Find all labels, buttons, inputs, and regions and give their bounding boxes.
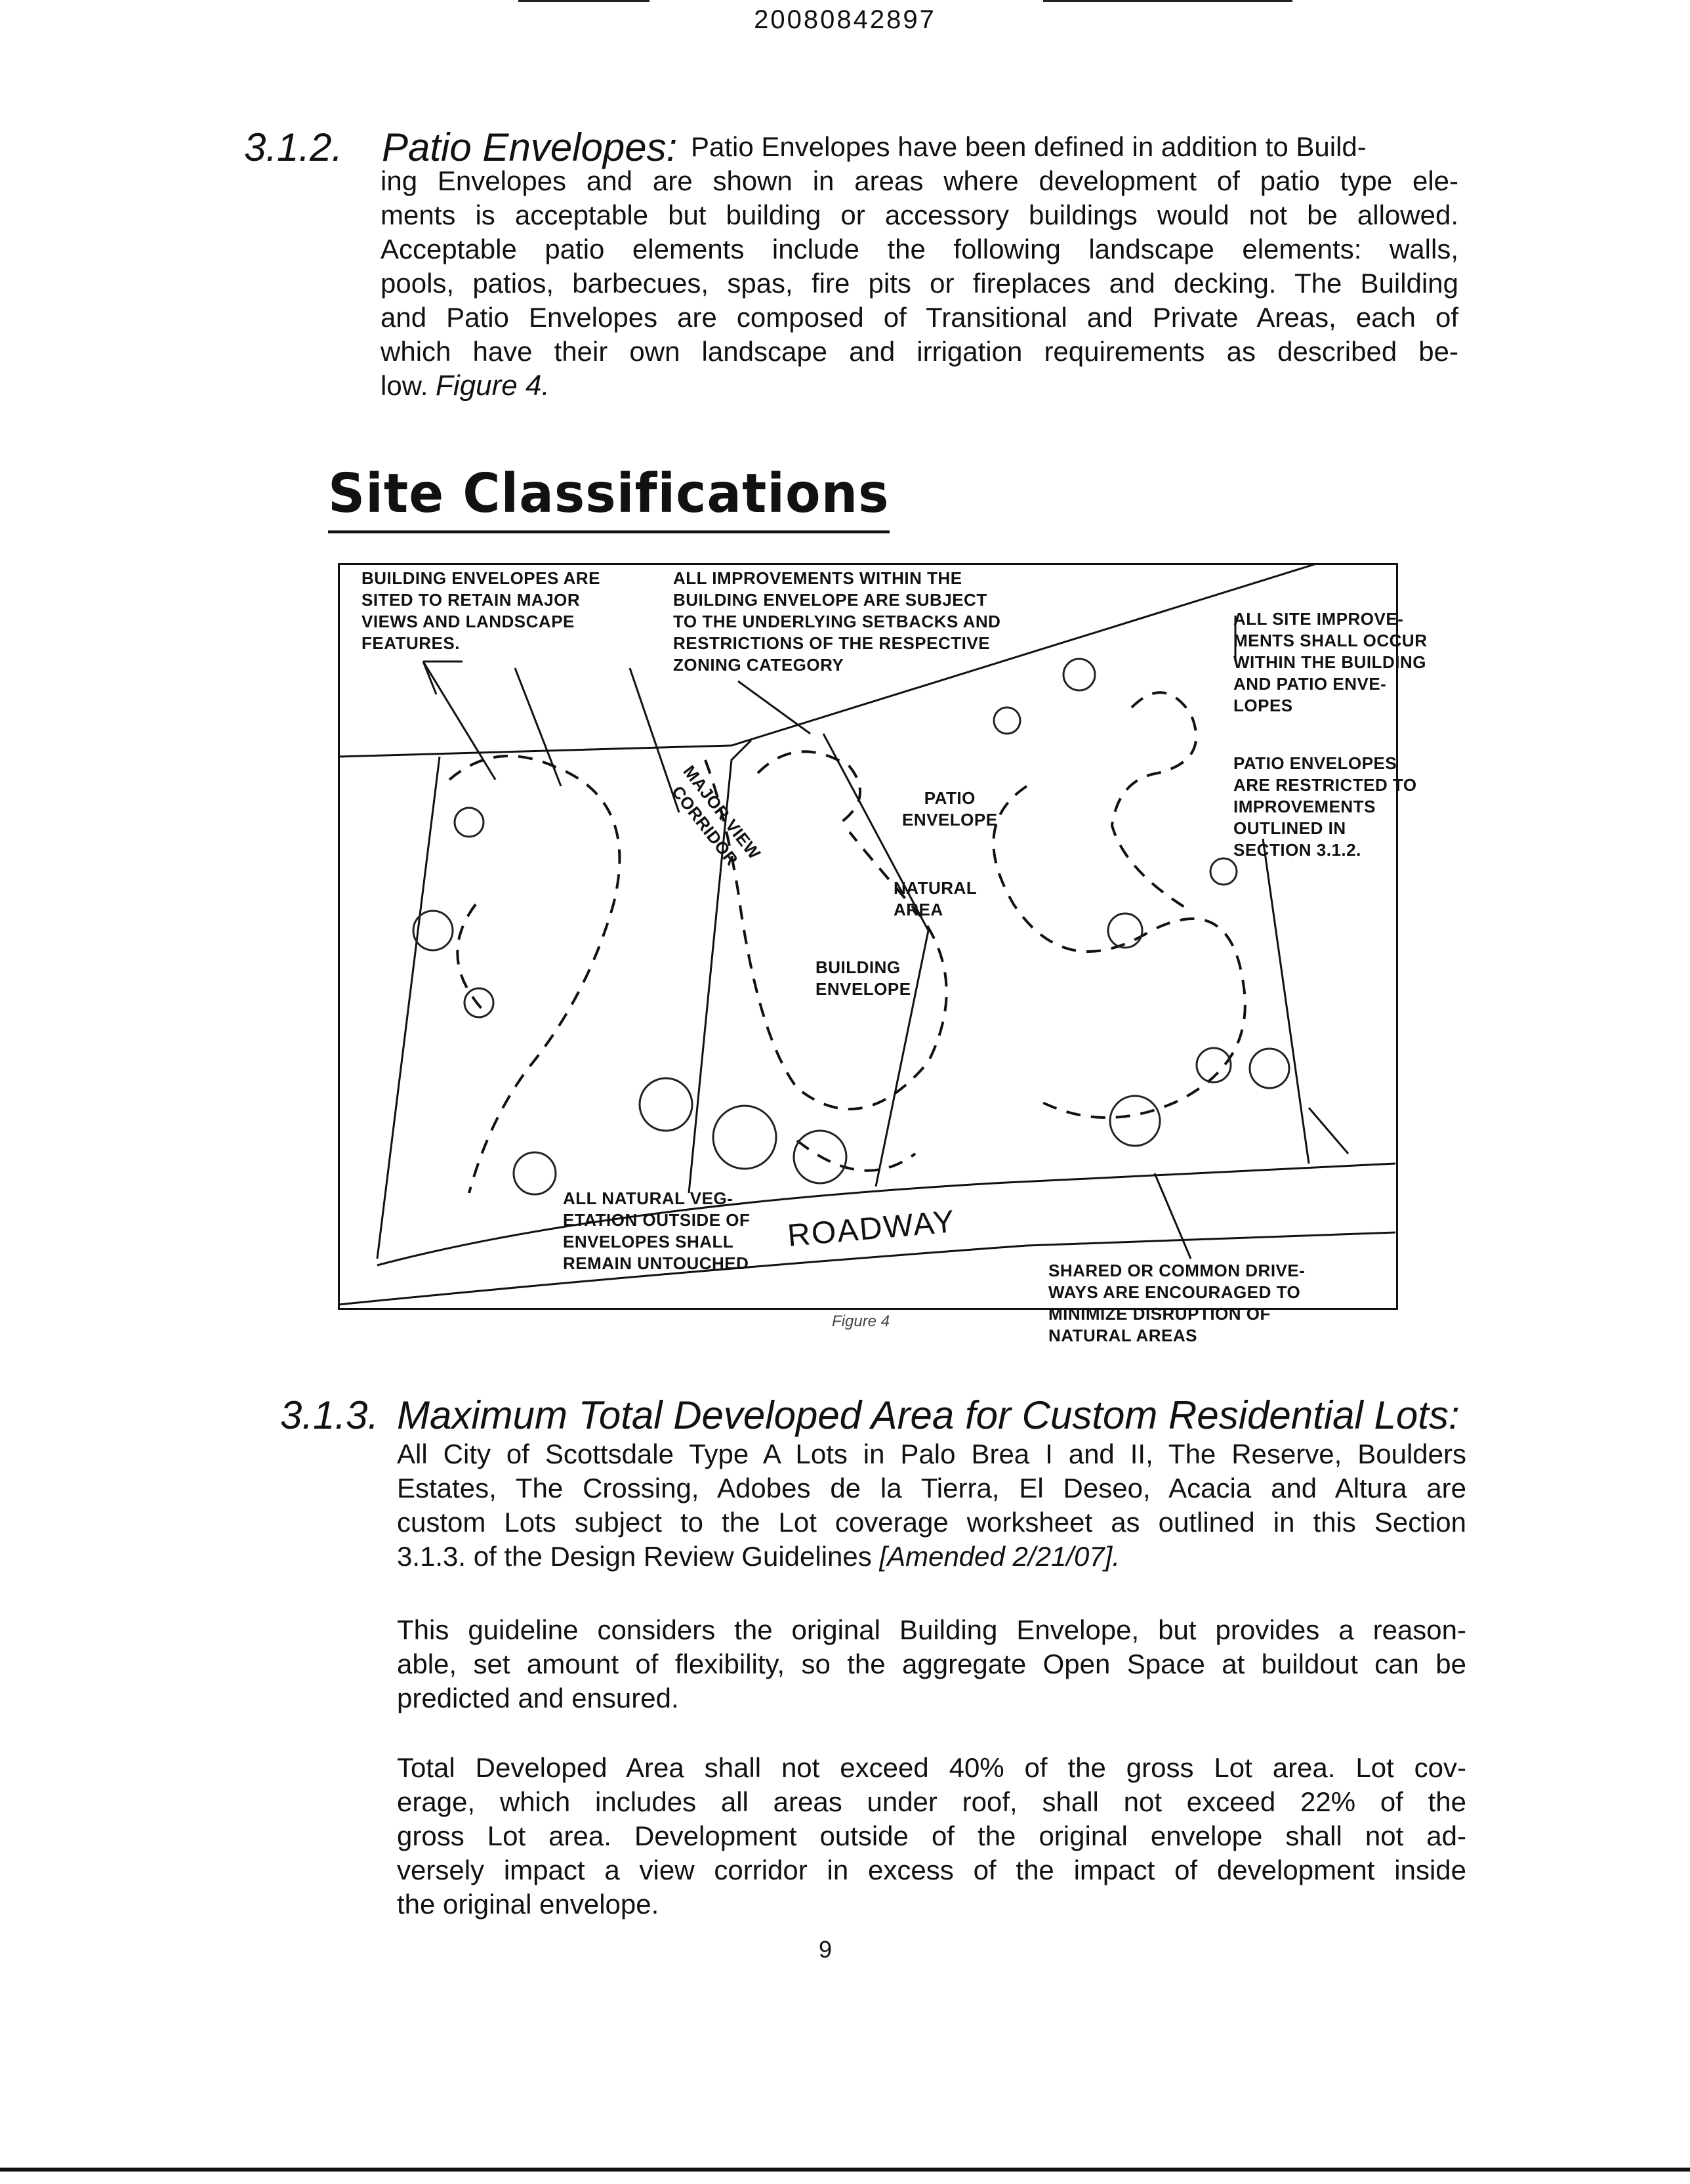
- tree-icon: [1110, 1096, 1160, 1146]
- building-envelope-lot-3: [993, 786, 1245, 1118]
- section-313-p2-last: predicted and ensured.: [397, 1683, 679, 1713]
- figure-4-reference: Figure 4.: [436, 369, 550, 402]
- shrub-icon: [455, 808, 484, 837]
- patio-envelope-lot-2: [758, 751, 860, 826]
- envelope-lot-1: [449, 756, 619, 1193]
- shrub-icon: [514, 1152, 556, 1194]
- section-313-title: Maximum Total Developed Area for Custom Residential Lots:: [397, 1393, 1460, 1437]
- section-313-p2-line-2: able, set amount of flexibility, so the aggregate Open Space at buildout can be: [397, 1648, 1466, 1679]
- section-313-p3-line-2: erage, which includes all areas under roof, shall not exceed 22% of the: [397, 1786, 1466, 1817]
- shrub-icon: [1250, 1049, 1289, 1088]
- shrub-icon: [1063, 659, 1095, 690]
- bottom-border: [0, 2168, 1690, 2172]
- section-313-p3-line-1: Total Developed Area shall not exceed 40% of the gross Lot area. Lot cov-: [397, 1752, 1466, 1783]
- section-313-p3-line-3: gross Lot area. Development outside of the original envelope shall not ad-: [397, 1820, 1466, 1851]
- shrub-icon: [413, 911, 453, 950]
- tree-icon: [640, 1078, 692, 1131]
- section-312-line-1: Patio Envelopes have been defined in addition to Build-: [691, 131, 1367, 162]
- label-natural-vegetation: ALL NATURAL VEG- ETATION OUTSIDE OF ENVELOPES SHALL REMAIN UNTOUCHED: [563, 1188, 751, 1273]
- section-312-last-text: low.: [381, 370, 428, 401]
- shrub-icon: [1210, 858, 1237, 885]
- section-312-last-line: [381, 369, 550, 403]
- envelope-lot-2-lower: [797, 1141, 915, 1171]
- leader-envelopes-sited: [423, 662, 495, 780]
- section-313-p1-line-1: All City of Scottsdale Type A Lots in Palo Brea I and II, The Reserve, Boulders: [397, 1438, 1466, 1469]
- patio-envelope-lot-3: [1112, 692, 1196, 911]
- label-patio-envelope: PATIO ENVELOPE: [902, 788, 998, 830]
- section-313-p1-last-text: 3.1.3. of the Design Review Guidelines: [397, 1541, 872, 1572]
- figure-caption: Figure 4: [832, 1312, 890, 1330]
- site-classifications-heading: Site Classifications: [328, 463, 890, 533]
- leader-shared-driveways-2: [1155, 1173, 1191, 1259]
- section-312-title: Patio Envelopes:: [382, 125, 678, 169]
- section-312-line-6: and Patio Envelopes are composed of Transitional and Private Areas, each of: [381, 302, 1458, 333]
- section-313-p3-last: the original envelope.: [397, 1889, 659, 1920]
- leader-shared-driveways: [1309, 1108, 1348, 1154]
- section-312-line-2: ing Envelopes and are shown in areas where development of patio type ele-: [381, 165, 1458, 196]
- section-312-number: 3.1.2.: [244, 125, 343, 169]
- tree-icon: [713, 1106, 776, 1169]
- section-312-line-4: Acceptable patio elements include the following landscape elements: walls,: [381, 234, 1458, 264]
- section-313-number: 3.1.3.: [280, 1393, 379, 1437]
- leader-improvements-3: [738, 681, 810, 734]
- section-313-amendment: [Amended 2/21/07].: [879, 1541, 1121, 1572]
- shrub-icon: [1108, 914, 1142, 948]
- document-number: 20080842897: [754, 5, 936, 34]
- label-all-improvements: ALL IMPROVEMENTS WITHIN THE BUILDING ENVELOPE ARE SUBJECT TO THE UNDERLYING SETBACKS AND RESTRICTIONS OF THE RESPECTIVE ZONING CATEGORY: [673, 568, 1001, 675]
- shrub-icon: [994, 707, 1020, 734]
- header-rule-right: [1043, 0, 1292, 2]
- label-shared-driveways: SHARED OR COMMON DRIVE- WAYS ARE ENCOURAGED TO MINIMIZE DISRUPTION OF NATURAL AREAS: [1048, 1261, 1306, 1345]
- label-all-site-improvements: ALL SITE IMPROVE- MENTS SHALL OCCUR WITHIN THE BUILDING AND PATIO ENVE- LOPES: [1233, 609, 1428, 715]
- section-313-p1-last: [397, 1540, 1120, 1574]
- patio-envelope-lot-1: [457, 904, 482, 1009]
- section-312-line-7: which have their own landscape and irrigation requirements as described be-: [381, 336, 1458, 367]
- lot-line-1: [377, 757, 440, 1259]
- label-patio-restricted: PATIO ENVELOPES ARE RESTRICTED TO IMPROVEMENTS OUTLINED IN SECTION 3.1.2.: [1233, 753, 1417, 860]
- label-natural-area: NATURAL AREA: [894, 878, 978, 919]
- section-313-p2-line-1: This guideline considers the original Building Envelope, but provides a reason-: [397, 1614, 1466, 1645]
- leader-improvements-1: [515, 668, 561, 786]
- label-roadway: ROADWAY: [786, 1204, 957, 1254]
- lot-line-4: [1263, 839, 1309, 1164]
- section-313-p1-line-3: custom Lots subject to the Lot coverage worksheet as outlined in this Section: [397, 1507, 1466, 1538]
- section-312-line-3: ments is acceptable but building or accessory buildings would not be allowed.: [381, 200, 1458, 230]
- section-313-p3-line-4: versely impact a view corridor in excess of the impact of development inside: [397, 1855, 1466, 1885]
- section-313-p1-line-2: Estates, The Crossing, Adobes de la Tierra, El Deseo, Acacia and Altura are: [397, 1473, 1466, 1503]
- section-312-line-5: pools, patios, barbecues, spas, fire pits or fireplaces and decking. The Building: [381, 268, 1458, 299]
- label-major-view-corridor: MAJOR VIEW CORRIDOR: [667, 761, 765, 870]
- label-envelopes-sited: BUILDING ENVELOPES ARE SITED TO RETAIN MAJOR VIEWS AND LANDSCAPE FEATURES.: [361, 568, 600, 653]
- page-number: 9: [819, 1936, 833, 1963]
- label-building-envelope: BUILDING ENVELOPE: [815, 957, 911, 999]
- header-rule-left: [518, 0, 649, 2]
- shrub-icon: [464, 988, 493, 1017]
